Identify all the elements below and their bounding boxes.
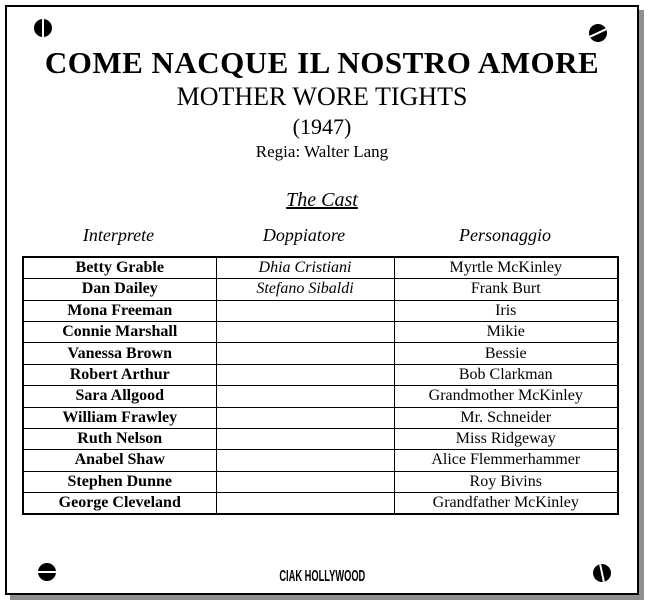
character-cell: Iris xyxy=(394,300,618,321)
screw-slot xyxy=(42,19,44,37)
character-cell: Miss Ridgeway xyxy=(394,428,618,449)
ciak-hollywood-logo-text: CIAK HOLLYWOOD xyxy=(279,567,365,586)
director-credit: Regia: Walter Lang xyxy=(255,141,389,161)
cast-table xyxy=(22,256,619,516)
credits-card xyxy=(5,5,639,595)
dubber-cell xyxy=(216,407,394,428)
actor-cell: Stephen Dunne xyxy=(23,471,216,492)
character-cell: Alice Flemmerhammer xyxy=(394,450,618,471)
table-row xyxy=(23,493,618,515)
column-header-doppiatore: Doppiatore xyxy=(262,224,346,245)
character-cell: Frank Burt xyxy=(394,279,618,300)
dubber-cell xyxy=(216,321,394,342)
actor-cell: Dan Dailey xyxy=(23,279,216,300)
dubber-cell: Dhia Cristiani xyxy=(216,257,394,279)
table-row xyxy=(23,257,618,279)
character-cell: Roy Bivins xyxy=(394,471,618,492)
dubber-cell: Stefano Sibaldi xyxy=(216,279,394,300)
content-area xyxy=(7,47,637,515)
title-original: MOTHER WORE TIGHTS xyxy=(176,81,468,111)
actor-cell: Anabel Shaw xyxy=(23,450,216,471)
table-row xyxy=(23,471,618,492)
table-row xyxy=(23,386,618,407)
table-row xyxy=(23,364,618,385)
release-year: (1947) xyxy=(292,113,352,139)
table-row xyxy=(23,279,618,300)
table-row xyxy=(23,321,618,342)
actor-cell: Connie Marshall xyxy=(23,321,216,342)
dubber-cell xyxy=(216,343,394,364)
character-cell: Bessie xyxy=(394,343,618,364)
column-header-personaggio: Personaggio xyxy=(459,224,551,245)
actor-cell: Mona Freeman xyxy=(23,300,216,321)
cast-heading: The Cast xyxy=(286,188,358,211)
dubber-cell xyxy=(216,386,394,407)
actor-cell: Vanessa Brown xyxy=(23,343,216,364)
actor-cell: Robert Arthur xyxy=(23,364,216,385)
table-column-headers xyxy=(22,225,617,246)
actor-cell: Betty Grable xyxy=(23,257,216,279)
actor-cell: Ruth Nelson xyxy=(23,428,216,449)
column-header-interprete: Interprete xyxy=(82,224,155,245)
character-cell: Grandmother McKinley xyxy=(394,386,618,407)
table-row xyxy=(23,450,618,471)
screw-icon xyxy=(34,19,52,37)
screw-slot xyxy=(589,28,606,37)
actor-cell: William Frawley xyxy=(23,407,216,428)
character-cell: Myrtle McKinley xyxy=(394,257,618,279)
character-cell: Mr. Schneider xyxy=(394,407,618,428)
character-cell: Grandfather McKinley xyxy=(394,493,618,515)
table-row xyxy=(23,300,618,321)
dubber-cell xyxy=(216,450,394,471)
table-row xyxy=(23,343,618,364)
table-row xyxy=(23,407,618,428)
dubber-cell xyxy=(216,300,394,321)
actor-cell: George Cleveland xyxy=(23,493,216,515)
dubber-cell xyxy=(216,493,394,515)
table-row xyxy=(23,428,618,449)
dubber-cell xyxy=(216,471,394,492)
screw-icon xyxy=(586,21,610,45)
character-cell: Mikie xyxy=(394,321,618,342)
ciak-hollywood-logo xyxy=(7,568,637,586)
actor-cell: Sara Allgood xyxy=(23,386,216,407)
dubber-cell xyxy=(216,364,394,385)
title-italian: COME NACQUE IL NOSTRO AMORE xyxy=(44,45,600,80)
character-cell: Bob Clarkman xyxy=(394,364,618,385)
dubber-cell xyxy=(216,428,394,449)
